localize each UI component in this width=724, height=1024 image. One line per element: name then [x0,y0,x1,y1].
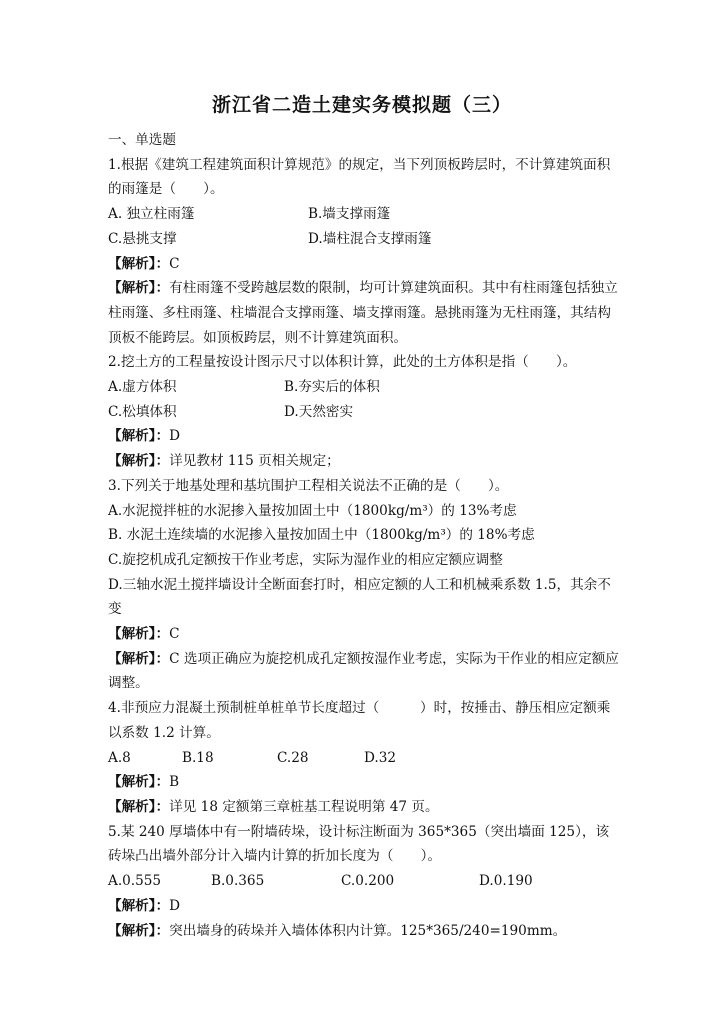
answer-value: D [169,897,181,914]
question-5-options [108,869,620,894]
question-5-analysis [108,919,620,944]
question-5-stem: 5.某 240 厚墙体中有一附墙砖垛，设计标注断面为 365*365（突出墙面 125），该砖垛凸出墙外部分计入墙内计算的折加长度为（ ）。 [108,823,610,865]
question-2-stem: 2.挖土方的工程量按设计图示尺寸以体积计算，此处的土方体积是指（ ）。 [108,354,577,371]
option-d: D.天然密实 [284,403,354,420]
question-2-analysis [108,449,620,474]
answer-value: C [169,626,180,643]
option-a: A.水泥搅拌桩的水泥掺入量按加固土中（1800kg/m³）的 13%考虑 [108,502,517,519]
option-d: D.墙柱混合支撑雨篷 [308,230,432,247]
question-1-options-row-1 [108,202,620,227]
option-d: D.0.190 [479,873,533,890]
question-2-options-row-2 [108,400,620,425]
question-3-stem: 3.下列关于地基处理和基坑围护工程相关说法不正确的是（ ）。 [108,477,509,494]
option-b: B. 水泥土连续墙的水泥掺入量按加固土中（1800kg/m³）的 18%考虑 [108,527,535,544]
option-b: B.18 [182,749,214,766]
analysis-label: 【解析】： [108,798,170,815]
analysis-label: 【解析】： [108,922,170,939]
analysis-label: 【解析】： [108,453,170,470]
option-d: D.32 [364,749,397,766]
question-4-answer [108,770,620,795]
option-a: A. 独立柱雨篷 [108,206,195,223]
question-4-stem: 4.非预应力混凝土预制桩单桩单节长度超过（ ）时，按捶击、静压相应定额乘以系数 1.2 计算。 [108,700,611,741]
option-b: B.墙支撑雨篷 [308,206,391,223]
question-4-options [108,746,620,771]
question-3-answer [108,622,620,647]
analysis-label: 【解析】： [108,280,170,297]
question-list [108,128,620,943]
answer-label: 【解析】： [108,626,170,643]
option-c: C.28 [277,749,309,766]
analysis-text: 有柱雨篷不受跨越层数的限制，均可计算建筑面积。其中有柱雨篷包括独立柱雨篷、多柱雨篷、柱墙混合支撑雨篷、墙支撑雨篷。悬挑雨篷为无柱雨篷，其结构顶板不能跨层。如顶板跨层，则不计算建筑面积。 [108,280,618,346]
answer-value: D [169,428,181,445]
option-d: D.三轴水泥土搅拌墙设计全断面套打时，相应定额的人工和机械乘系数 1.5，其余不变 [108,576,611,618]
analysis-text: 突出墙身的砖垛并入墙体体积内计算。125*365/240=190mm。 [169,922,567,939]
option-a: A.8 [108,749,131,766]
question-4-analysis [108,795,620,820]
option-c: C.松填体积 [108,403,177,420]
page-title: 浙江省二造土建实务模拟题（三） [211,94,512,116]
question-3-analysis [108,647,620,696]
option-a: A.虚方体积 [108,379,177,396]
analysis-text: C 选项正确应为旋挖机成孔定额按湿作业考虑，实际为干作业的相应定额应调整。 [108,650,619,692]
analysis-text: 详见教材 115 页相关规定； [169,453,340,470]
option-c: C.旋挖机成孔定额按干作业考虑，实际为湿作业的相应定额应调整 [108,551,503,568]
answer-label: 【解析】： [108,774,170,791]
answer-label: 【解析】： [108,255,170,272]
option-c: C.悬挑支撑 [108,230,177,247]
answer-label: 【解析】： [108,428,170,445]
answer-value: B [169,774,180,791]
question-2-options-row-1 [108,375,620,400]
option-b: B.夯实后的体积 [284,379,380,396]
question-1-analysis [108,276,620,350]
question-1-stem: 1.根据《建筑工程建筑面积计算规范》的规定，当下列顶板跨层时，不计算建筑面积的雨篷是（ ）。 [108,156,611,198]
section-heading: 一、单选题 [108,132,176,148]
option-a: A.0.555 [108,873,162,890]
question-1-answer [108,252,620,277]
question-1-options-row-2 [108,227,620,252]
question-2-answer [108,424,620,449]
option-b: B.0.365 [211,873,265,890]
option-c: C.0.200 [341,873,395,890]
answer-value: C [169,255,180,272]
question-5-answer [108,894,620,919]
analysis-text: 详见 18 定额第三章桩基工程说明第 47 页。 [169,798,439,815]
analysis-label: 【解析】： [108,650,170,667]
answer-label: 【解析】： [108,897,170,914]
